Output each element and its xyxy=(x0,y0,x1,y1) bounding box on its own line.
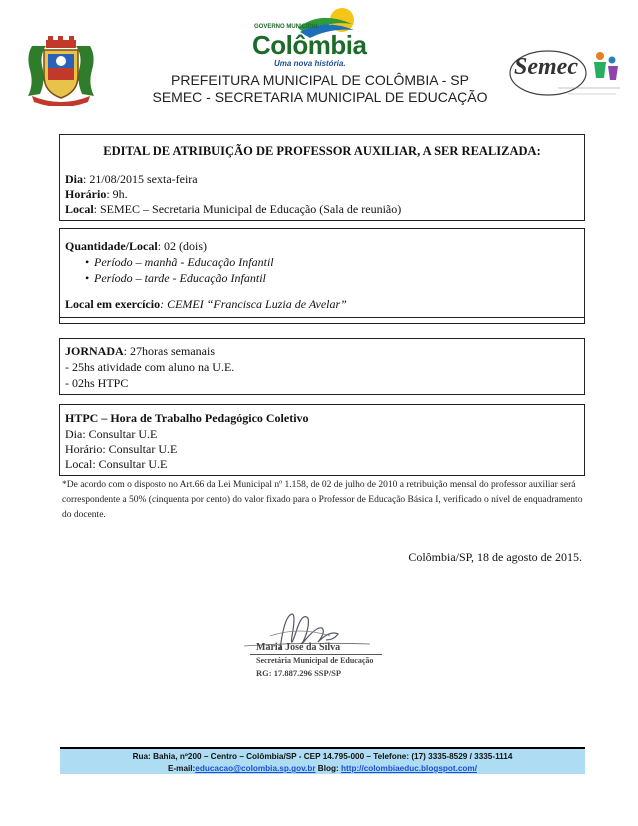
htpc-horario: Horário: Consultar U.E xyxy=(65,442,178,456)
jornada-label: JORNADA xyxy=(65,344,124,358)
email-label: E-mail: xyxy=(167,764,196,773)
local-label: Local xyxy=(65,202,94,216)
dia-label: Dia xyxy=(65,172,83,186)
htpc-local: Local: Consultar U.E xyxy=(65,457,168,471)
municipal-crest-logo xyxy=(22,36,100,106)
jornada-htpc: - 02hs HTPC xyxy=(65,376,129,390)
jornada-box xyxy=(59,338,585,395)
quantidade-label: Quantidade/Local xyxy=(65,239,158,253)
jornada-atividade: - 25hs atividade com aluno na U.E. xyxy=(65,360,235,374)
footer-address: Rua: Bahia, nº200 – Centro – Colômbia/SP - CEP 14.795-000 – Telefone: (17) 3335-8529 / 3335-1114 xyxy=(132,752,513,761)
quantidade-value: : 02 (dois) xyxy=(157,239,208,253)
logo-top-text: GOVERNO MUNICIPAL xyxy=(254,24,320,30)
signatory-rg: RG: 17.887.296 SSP/SP xyxy=(256,668,342,678)
footer-links xyxy=(60,763,585,775)
horario-line xyxy=(65,186,128,202)
jornada-value: : 27horas semanais xyxy=(123,344,215,358)
legal-note: *De acordo com o disposto no Art.66 da Lei Municipal nº 1.158, de 02 de julho de 2010 a retribuição mensal do professor auxiliar será correspondente a 50% (cinquenta por cento) do valor fixado para o Professor de Educação Básica I, verificado o nível de enquadramento do docente. xyxy=(62,480,583,520)
htpc-box xyxy=(59,404,585,476)
footer-contact xyxy=(60,747,585,774)
quantidade-line xyxy=(65,238,207,254)
header-prefeitura: PREFEITURA MUNICIPAL DE COLÔMBIA - SP xyxy=(171,72,469,88)
exercicio-line xyxy=(65,296,347,312)
exercicio-label: Local em exercício xyxy=(65,297,161,311)
periodo-item: • Período – tarde - Educação Infantil xyxy=(94,270,266,286)
logo-name-text: Colômbia xyxy=(252,30,367,60)
signature-rule xyxy=(250,654,382,655)
blog-link[interactable]: http://colombiaeduc.blogspot.com/ xyxy=(340,764,477,773)
colombia-government-logo xyxy=(240,4,370,70)
htpc-title: HTPC – Hora de Trabalho Pedagógico Coletivo xyxy=(65,411,309,425)
horario-value: : 9h. xyxy=(106,187,128,201)
local-value: : SEMEC – Secretaria Municipal de Educação (Sala de reunião) xyxy=(93,202,402,216)
header-semec: SEMEC - SECRETARIA MUNICIPAL DE EDUCAÇÃO xyxy=(152,89,488,105)
signatory-role: Secretária Municipal de Educação xyxy=(256,656,374,665)
signatory-name: Maria José da Silva xyxy=(256,642,341,653)
document-date: Colômbia/SP, 18 de agosto de 2015. xyxy=(408,550,582,564)
dia-value: : 21/08/2015 sexta-feira xyxy=(83,172,198,186)
logo-slogan-text: Uma nova história. xyxy=(274,59,346,68)
blog-label: Blog: xyxy=(315,764,341,773)
email-link[interactable]: educacao@colombia.sp.gov.br xyxy=(195,764,316,773)
semec-logo-text: Semec xyxy=(514,54,578,80)
edital-title: EDITAL DE ATRIBUIÇÃO DE PROFESSOR AUXILIAR, A SER REALIZADA: xyxy=(103,144,541,158)
edital-box xyxy=(59,134,585,221)
htpc-dia: Dia: Consultar U.E xyxy=(65,427,158,441)
local-line xyxy=(65,201,401,217)
jornada-line xyxy=(65,343,215,359)
horario-label: Horário xyxy=(65,187,107,201)
periodo-item: • Período – manhã - Educação Infantil xyxy=(94,254,274,270)
exercicio-value: : CEMEI “Francisca Luzia de Avelar” xyxy=(160,297,347,311)
quantidade-box xyxy=(59,228,585,324)
semec-logo xyxy=(508,40,626,106)
dia-line xyxy=(65,171,198,187)
divider xyxy=(60,317,584,318)
